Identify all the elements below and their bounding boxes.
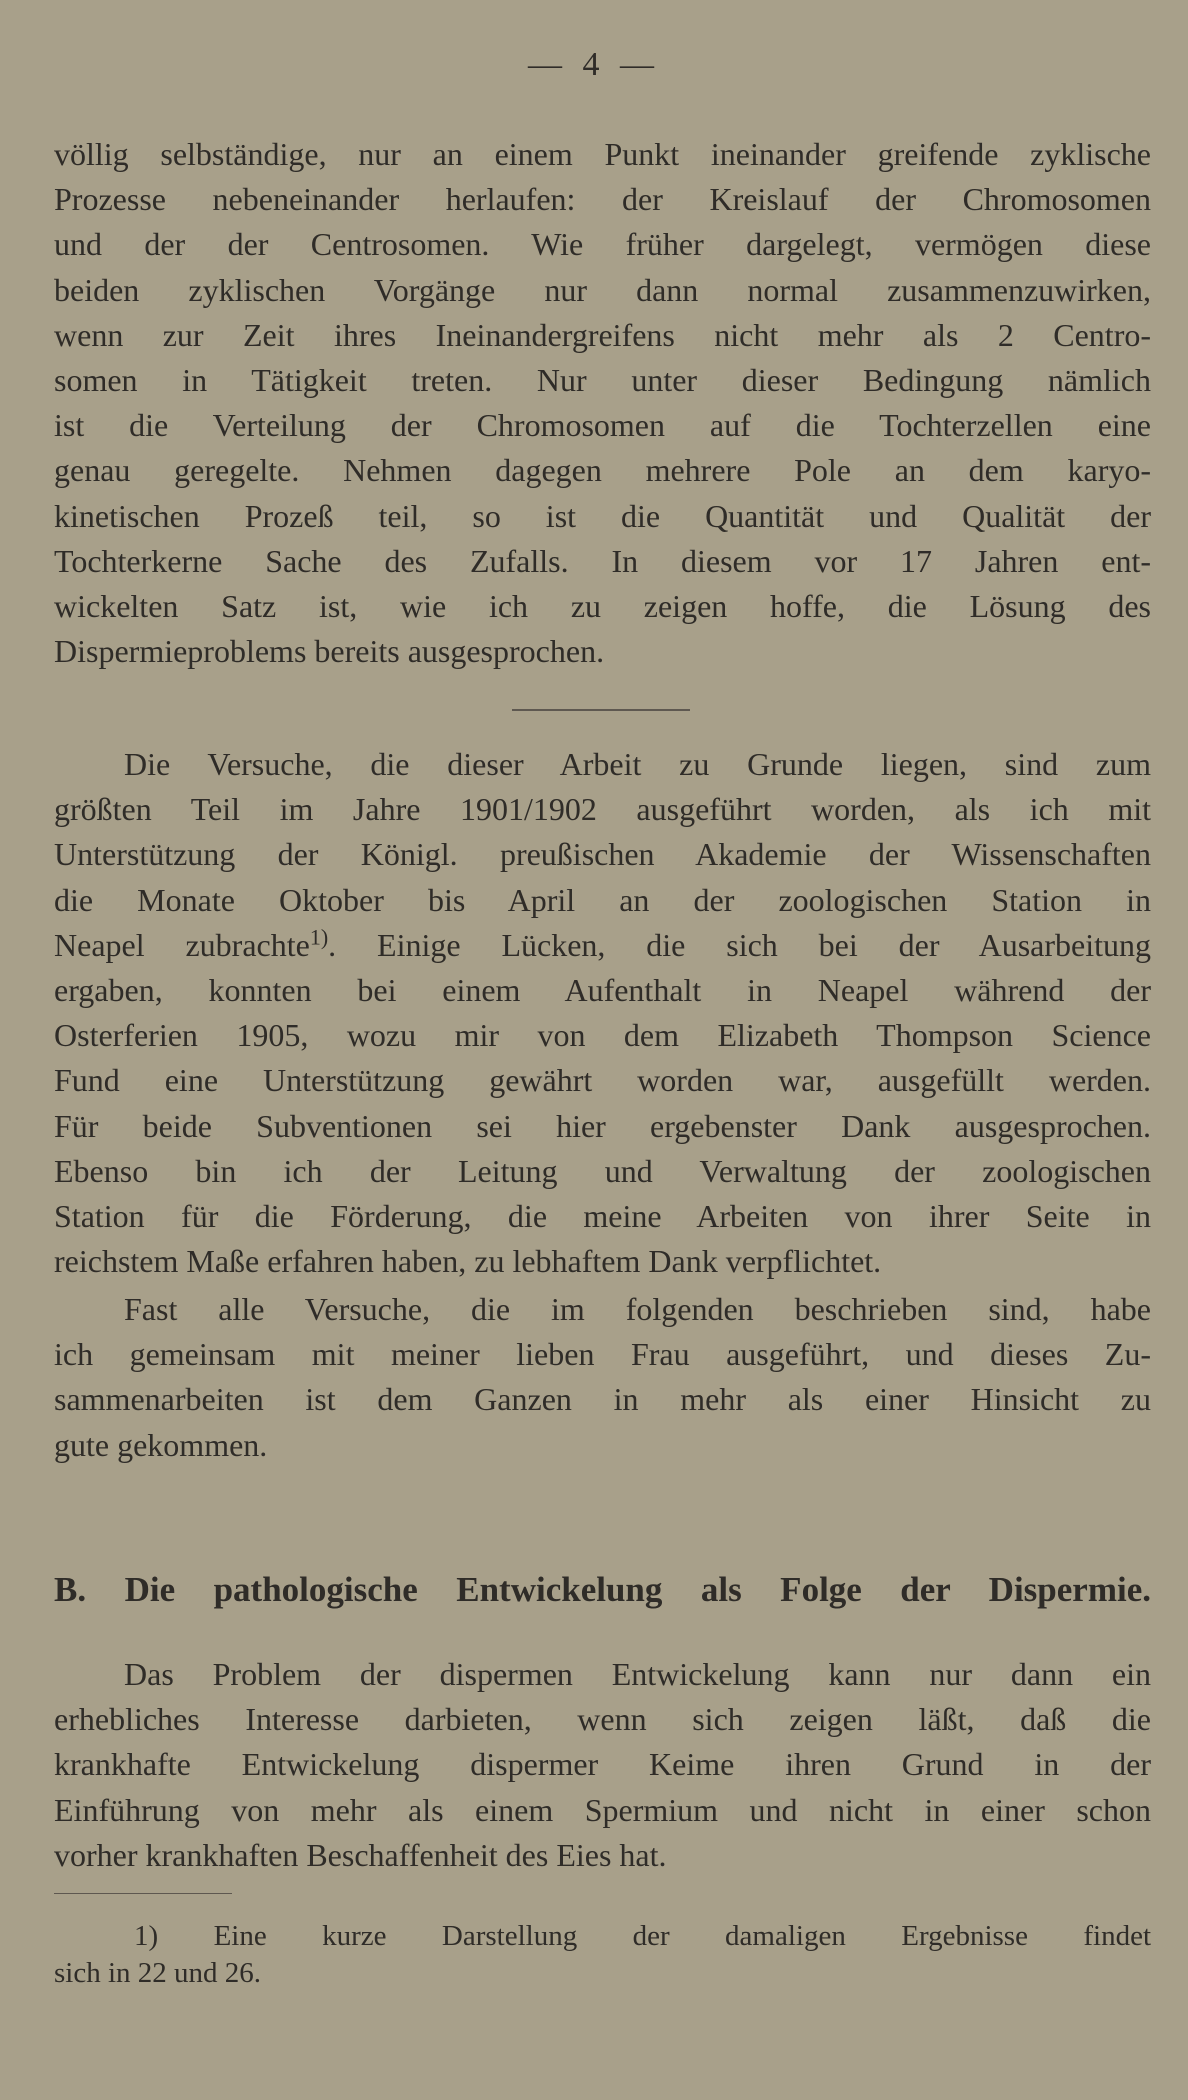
footnote-line: sich in 22 und 26.: [54, 1957, 262, 1989]
footnote: [54, 1918, 1151, 1992]
text-line: Tochterkerne Sache des Zufalls. In diesem vor 17 Jahren ent-: [54, 542, 1151, 579]
text-line: und der der Centrosomen. Wie früher dargelegt, vermögen diese: [54, 226, 1151, 263]
text-segment: . Einige Lücken, die sich bei der Ausarbeitung: [328, 926, 1152, 963]
text-line: Fund eine Unterstützung gewährt worden war, ausgefüllt werden.: [54, 1062, 1151, 1099]
text-line: Einführung von mehr als einem Spermium und nicht in einer schon: [54, 1791, 1151, 1828]
text-line: Prozesse nebeneinander herlaufen: der Kreislauf der Chromosomen: [54, 181, 1151, 218]
section-divider: [512, 709, 690, 711]
text-line: größten Teil im Jahre 1901/1902 ausgeführt worden, als ich mit: [54, 791, 1151, 828]
section-heading: B. Die pathologische Entwickelung als Folge der Dispermie.: [54, 1570, 1151, 1609]
text-line: krankhafte Entwickelung dispermer Keime ihren Grund in der: [54, 1746, 1151, 1783]
text-line: die Monate Oktober bis April an der zoologischen Station in: [54, 881, 1151, 918]
text-line: gute gekommen.: [54, 1426, 268, 1463]
footnote-line: [54, 1918, 1151, 1955]
paragraph-collaboration: [54, 1287, 1151, 1468]
text-line: Dispermieproblems bereits ausgesprochen.: [54, 633, 605, 670]
paragraph-acknowledgements: [54, 742, 1151, 1284]
text-line: ist die Verteilung der Chromosomen auf die Tochterzellen eine: [54, 407, 1151, 444]
footnote-reference: 1): [309, 924, 329, 950]
text-line: somen in Tätigkeit treten. Nur unter dieser Bedingung nämlich: [54, 361, 1151, 398]
text-line: kinetischen Prozeß teil, so ist die Quantität und Qualität der: [54, 497, 1151, 534]
paragraph-problem: [54, 1652, 1151, 1878]
footnote-divider: [54, 1893, 232, 1894]
text-line: Für beide Subventionen sei hier ergebenster Dank ausgesprochen.: [54, 1107, 1151, 1144]
text-line: genau geregelte. Nehmen dagegen mehrere Pole an dem karyo-: [54, 452, 1151, 489]
text-line: Fast alle Versuche, die im folgenden beschrieben sind, habe: [124, 1291, 1151, 1327]
text-line: Die Versuche, die dieser Arbeit zu Grunde liegen, sind zum: [124, 746, 1151, 782]
text-line: reichstem Maße erfahren haben, zu lebhaftem Dank verpflichtet.: [54, 1243, 882, 1280]
text-line: Osterferien 1905, wozu mir von dem Elizabeth Thompson Science: [54, 1017, 1151, 1054]
footnote-text: Eine kurze Darstellung der damaligen Ergebnisse findet: [213, 1920, 1151, 1952]
paragraph-continuation: [54, 132, 1151, 674]
text-line: wenn zur Zeit ihres Ineinandergreifens nicht mehr als 2 Centro-: [54, 316, 1151, 353]
text-line: vorher krankhaften Beschaffenheit des Eies hat.: [54, 1836, 667, 1873]
text-segment: Neapel zubrachte: [54, 926, 310, 963]
text-line: erhebliches Interesse darbieten, wenn sich zeigen läßt, daß die: [54, 1701, 1151, 1738]
text-line: Station für die Förderung, die meine Arbeiten von ihrer Seite in: [54, 1197, 1151, 1234]
text-line: ergaben, konnten bei einem Aufenthalt in Neapel während der: [54, 971, 1151, 1008]
footnote-mark: 1): [134, 1920, 159, 1952]
text-line: ich gemeinsam mit meiner lieben Frau ausgeführt, und dieses Zu-: [54, 1336, 1151, 1373]
page-number: — 4 —: [528, 46, 660, 83]
text-line: wickelten Satz ist, wie ich zu zeigen hoffe, die Lösung des: [54, 587, 1151, 624]
text-line: Ebenso bin ich der Leitung und Verwaltung der zoologischen: [54, 1152, 1151, 1189]
text-line: beiden zyklischen Vorgänge nur dann normal zusammenzuwirken,: [54, 271, 1151, 308]
text-line: völlig selbständige, nur an einem Punkt ineinander greifende zyklische: [54, 136, 1151, 172]
text-line: sammenarbeiten ist dem Ganzen in mehr als einer Hinsicht zu: [54, 1381, 1151, 1418]
text-line: [54, 923, 1151, 968]
text-line: Das Problem der dispermen Entwickelung kann nur dann ein: [124, 1656, 1151, 1692]
text-line: Unterstützung der Königl. preußischen Akademie der Wissenschaften: [54, 836, 1151, 873]
